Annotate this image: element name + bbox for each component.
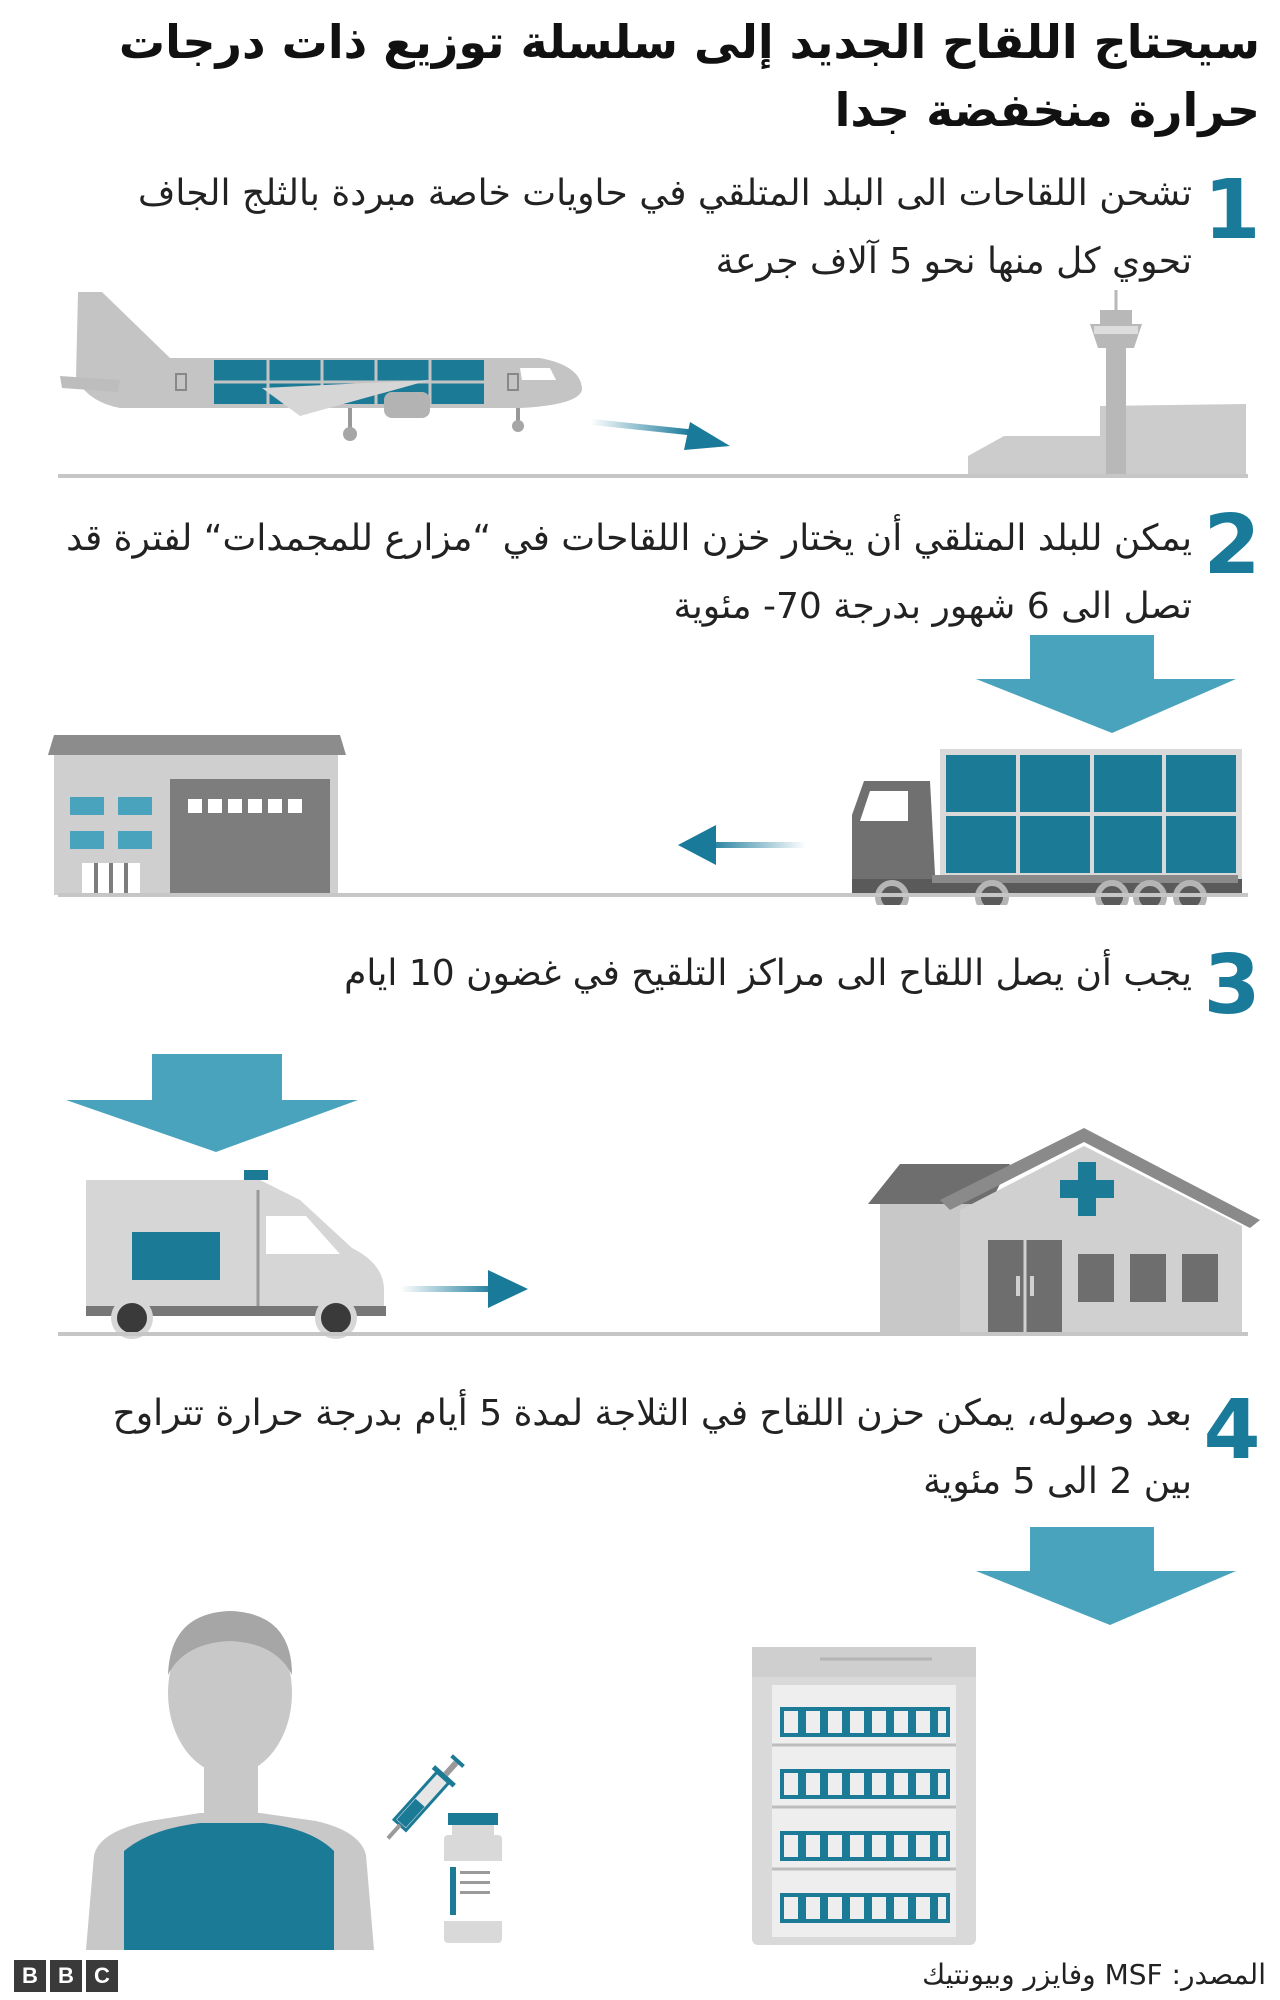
step-4-text: بعد وصوله، يمكن حزن اللقاح في الثلاجة لمدة 5 أيام بدرجة حرارة تتراوح بين 2 الى 5 مئوية: [112, 1393, 1192, 1502]
vial-icon: [444, 1813, 502, 1943]
arrow-down-icon: [66, 1054, 358, 1152]
step-2-number: 2: [1203, 498, 1261, 593]
arrow-down-icon: [976, 1527, 1236, 1625]
bbc-logo-letter: B: [14, 1960, 46, 1992]
step-1-illustration: [0, 280, 1280, 490]
source-credit: المصدر: MSF وفايزر وبيونتيك: [922, 1958, 1266, 1991]
step-4-number: 4: [1203, 1383, 1261, 1478]
arrow-right-icon: [590, 419, 730, 450]
clinic-icon: [868, 1128, 1260, 1332]
bbc-logo-letter: C: [86, 1960, 118, 1992]
page-title: سيحتاج اللقاح الجديد إلى سلسلة توزيع ذات درجات حرارة منخفضة جدا: [118, 15, 1260, 137]
bbc-logo-letter: B: [50, 1960, 82, 1992]
step-3-number: 3: [1203, 938, 1261, 1033]
van-icon: [86, 1170, 386, 1336]
ground-line: [58, 893, 1248, 897]
bbc-logo: [14, 1960, 118, 1992]
step-1-text: تشحن اللقاحات الى البلد المتلقي في حاويات خاصة مبردة بالثلج الجاف تحوي كل منها نحو 5 آلاف جرعة: [138, 173, 1192, 282]
arrow-left-icon: [678, 825, 806, 865]
ground-line: [58, 474, 1248, 478]
ground-line: [58, 1332, 1248, 1336]
airplane-icon: [60, 292, 582, 441]
step-2-illustration: [0, 635, 1280, 905]
step-1-number: 1: [1203, 163, 1261, 258]
step-3-illustration: [0, 1050, 1280, 1350]
warehouse-icon: [48, 735, 346, 895]
fridge-icon: [752, 1647, 976, 1945]
freight-truck-icon: [852, 749, 1242, 905]
step-2-text: يمكن للبلد المتلقي أن يختار خزن اللقاحات في “مزارع للمجمدات“ لفترة قد تصل الى 6 شهور بدرجة 70- مئوية: [66, 518, 1192, 627]
arrow-right-icon: [400, 1270, 528, 1308]
person-icon: [86, 1611, 374, 1950]
step-4-illustration: [0, 1525, 1280, 1950]
arrow-down-icon: [976, 635, 1236, 733]
control-tower-icon: [968, 290, 1246, 476]
step-3-text: يجب أن يصل اللقاح الى مراكز التلقيح في غضون 10 ايام: [344, 953, 1192, 994]
